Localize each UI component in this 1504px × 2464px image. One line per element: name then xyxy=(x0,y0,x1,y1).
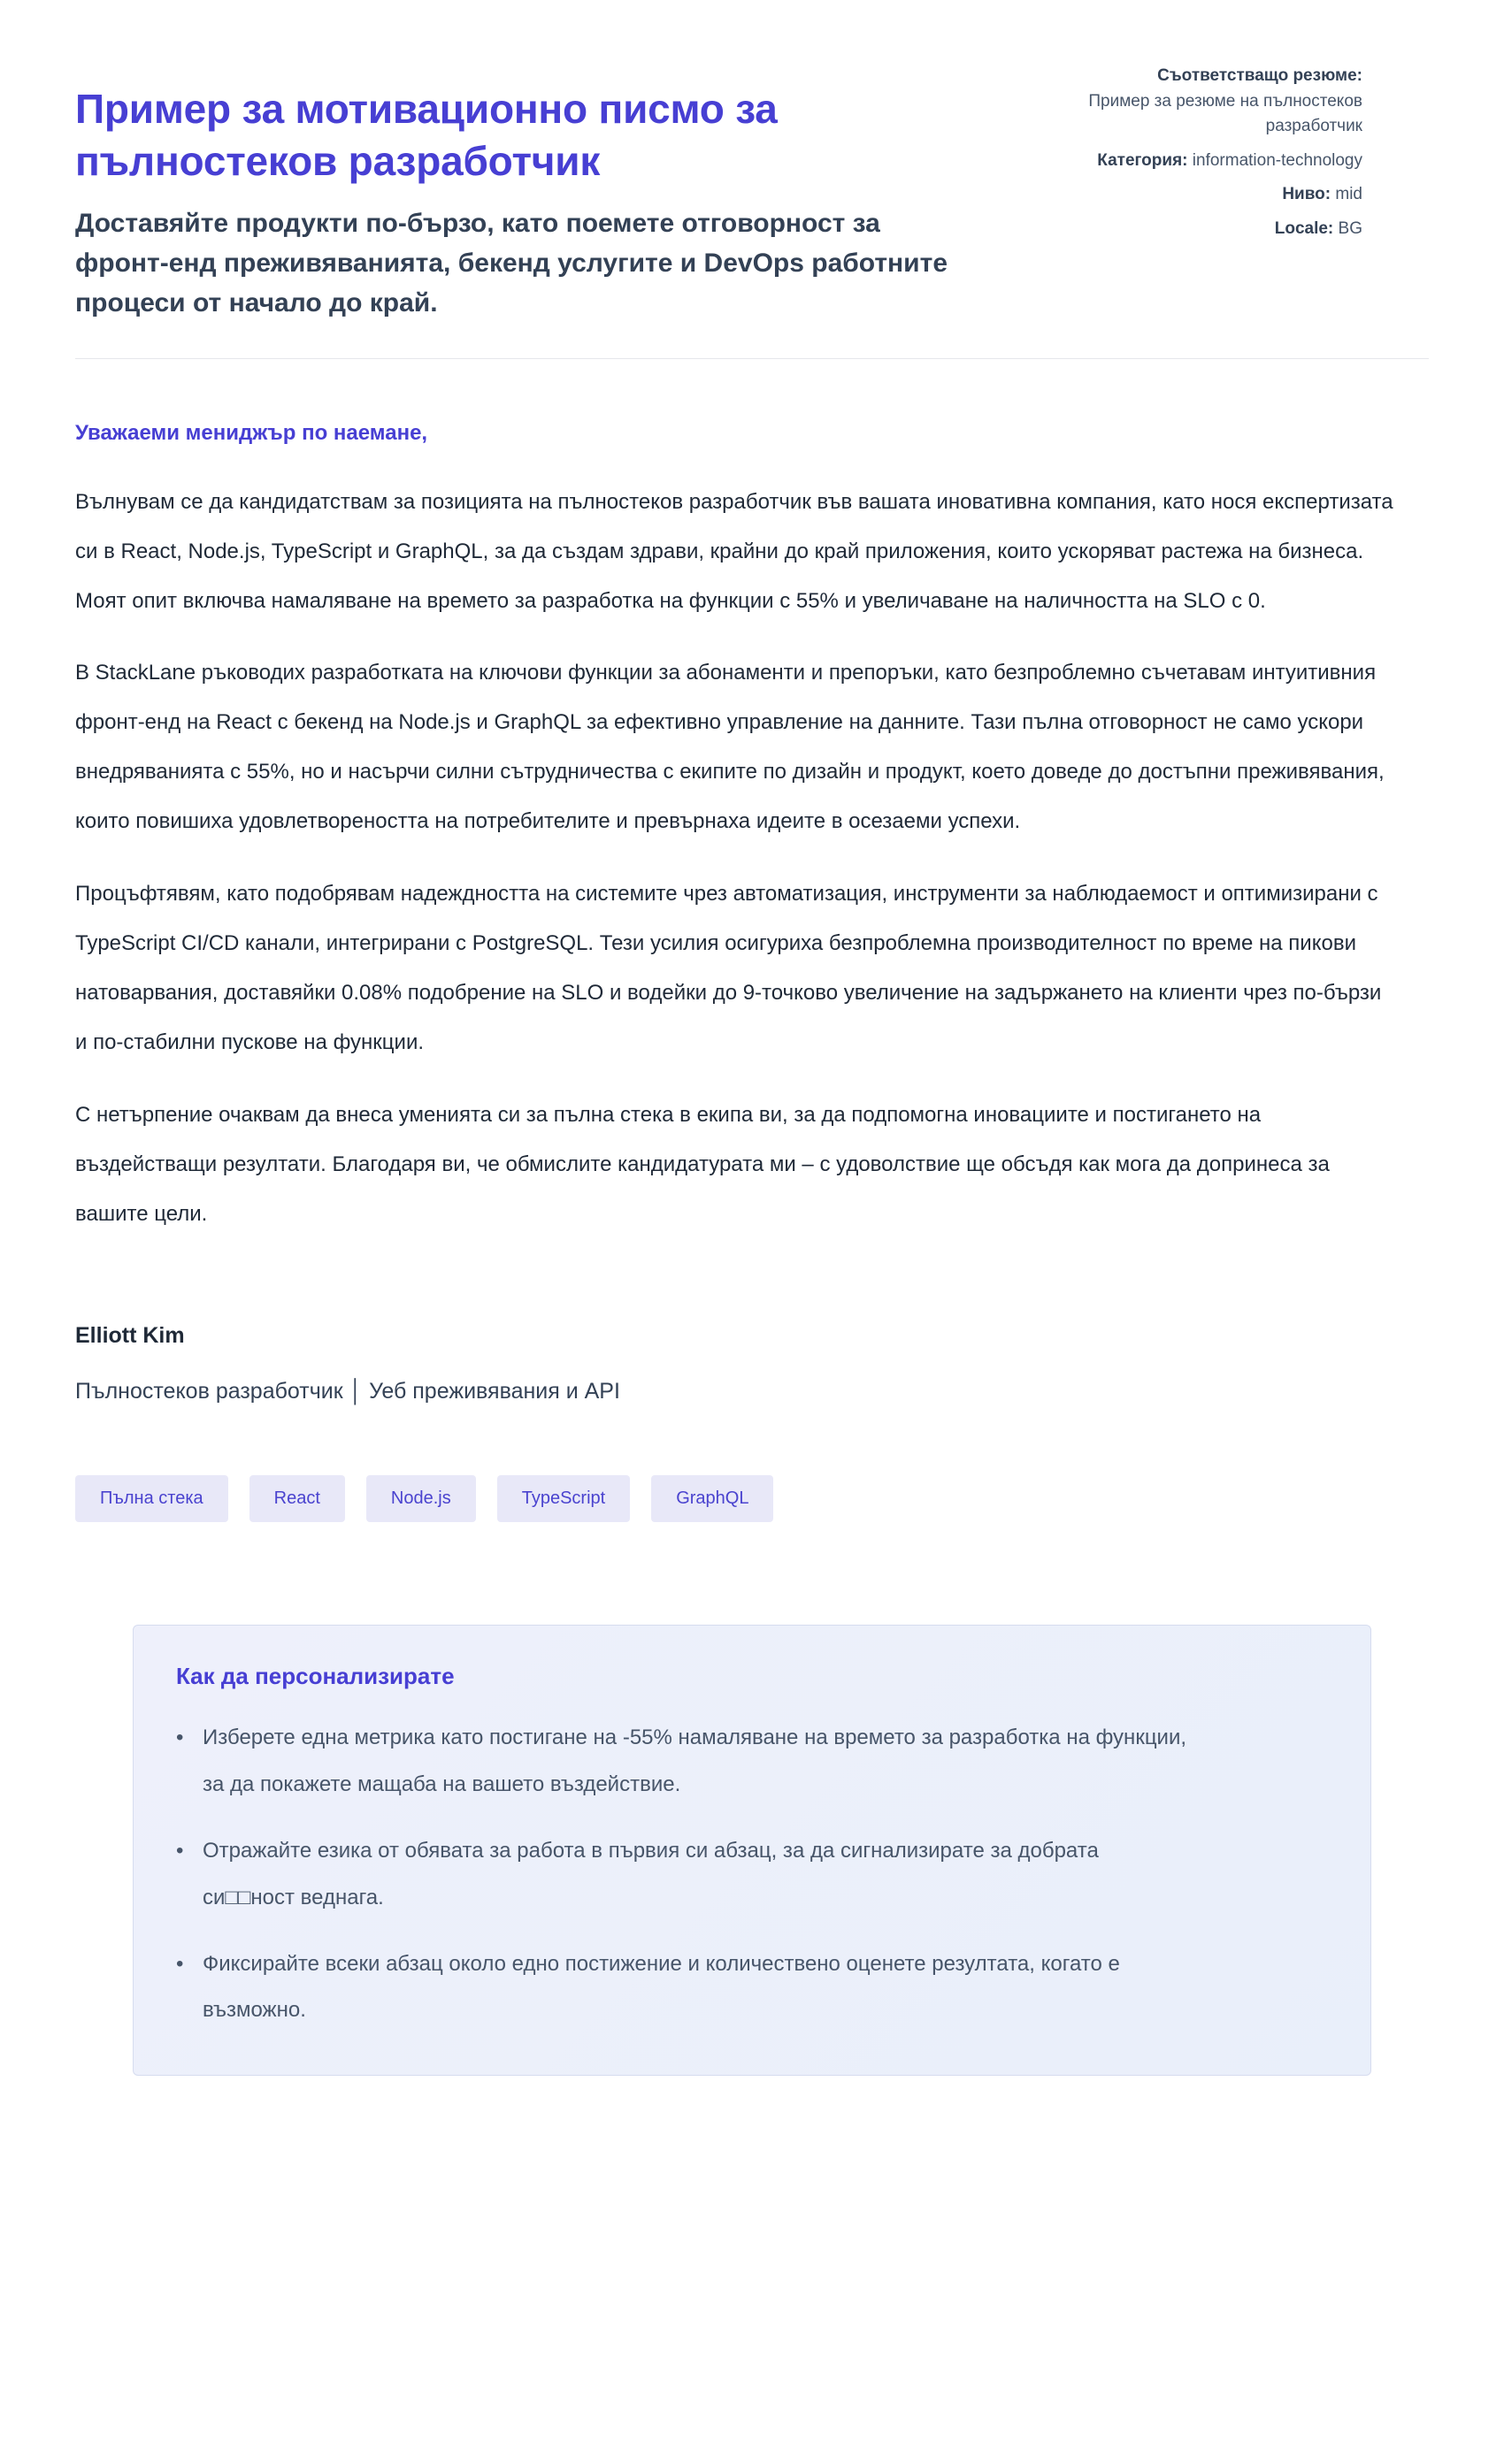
skill-tag-nodejs: Node.js xyxy=(366,1475,476,1522)
tips-list xyxy=(176,1715,1328,2034)
header-title-block xyxy=(75,64,969,323)
meta-category xyxy=(1088,149,1362,174)
meta-level-value: mid xyxy=(1335,185,1362,203)
meta-category-label: Категория: xyxy=(1097,150,1188,170)
skill-tag-graphql: GraphQL xyxy=(651,1475,773,1522)
letter-paragraph-3: Процъфтявям, като подобрявам надеждността на системите чрез автоматизация, инструменти за наблюдаемост и оптимизирани с TypeScript CI/CD канали, интегрирани с PostgreSQL. Тези усилия осигуриха безпроблемна производителност по време на пикови натоварвания, доставяйки 0.08% подобрение на SLO и водейки до 9-точково увеличение на задържането на клиенти чрез по-бързи и по-стабилни пускове на функции. xyxy=(75,882,1382,1054)
letter-body xyxy=(75,421,1429,2076)
header-divider xyxy=(75,358,1429,359)
meta-resume-label: Съответстващо резюме: xyxy=(1157,66,1362,85)
skill-tag-fullstack: Пълна стека xyxy=(75,1475,228,1522)
meta-locale-label: Locale: xyxy=(1274,218,1334,238)
letter-paragraph-4: С нетърпение очаквам да внеса уменията си за пълна стека в екипа ви, за да подпомогна иновациите и постигането на въздействащи резултати. Благодаря ви, че обмислите кандидатурата ми – с удоволствие ще обсъдя как мога да допринеса за вашите цели. xyxy=(75,1102,1330,1226)
meta-resume-value: Пример за резюме на пълностеков разработчик xyxy=(1088,91,1362,135)
page-subtitle: Доставяйте продукти по-бързо, като поемете отговорност за фронт-енд преживяванията, бекенд услугите и DevOps работните процеси от начало до край. xyxy=(75,208,948,318)
skill-tags xyxy=(75,1475,1429,1522)
meta-level-label: Ниво: xyxy=(1282,185,1331,203)
skill-tag-react: React xyxy=(249,1475,345,1522)
tip-item-2: • Отражайте езика от обявата за работа в първия си абзац, за да сигнализирате за добрата си□□ност веднага. xyxy=(176,1828,1193,1922)
skill-tag-typescript: TypeScript xyxy=(497,1475,630,1522)
meta-level xyxy=(1088,182,1362,208)
letter-greeting: Уважаеми мениджър по наемане, xyxy=(75,420,428,445)
meta-category-value: information-technology xyxy=(1192,150,1362,170)
letter-paragraph-2: В StackLane ръководих разработката на ключови функции за абонаменти и препоръки, като безпроблемно съчетавам интуитивния фронт-енд на React с бекенд на Node.js и GraphQL за ефективно управление на данните. Тази пълна отговорност не само ускори внедряванията с 55%, но и насърчи силни сътрудничества с екипите по дизайн и продукт, което доведе до достъпни преживявания, които повишиха удовлетвореността на потребителите и превърнаха идеите в осезаеми успехи. xyxy=(75,661,1385,834)
tip-item-1: • Изберете една метрика като постигане на -55% намаляване на времето за разработка на функции, за да покажете мащаба на вашето въздействие. xyxy=(176,1715,1193,1809)
how-to-personalize-box xyxy=(133,1625,1371,2076)
meta-panel xyxy=(1088,64,1362,250)
meta-locale xyxy=(1088,217,1362,242)
letter-paragraph-1: Вълнувам се да кандидатствам за позицията на пълностеков разработчик във вашата иновативна компания, като нося експертизата си в React, Node.js, TypeScript и GraphQL, за да създам здрави, крайни до край приложения, които ускоряват растежа на бизнеса. Моят опит включва намаляване на времето за разработка на функции с 55% и увеличаване на наличността на SLO с 0. xyxy=(75,489,1393,613)
meta-locale-value: BG xyxy=(1338,218,1362,238)
page-title: Пример за мотивационно писмо за пълностеков разработчик xyxy=(75,86,778,184)
signature-role: Пълностеков разработчик │ Уеб преживявания и API xyxy=(75,1379,620,1404)
signature-name: Elliott Kim xyxy=(75,1323,185,1349)
page-header xyxy=(75,64,1429,323)
tip-item-3: • Фиксирайте всеки абзац около едно постижение и количествено оценете резултата, когато е възможно. xyxy=(176,1941,1193,2035)
tips-heading: Как да персонализирате xyxy=(176,1663,455,1690)
meta-matching-resume xyxy=(1088,64,1362,140)
